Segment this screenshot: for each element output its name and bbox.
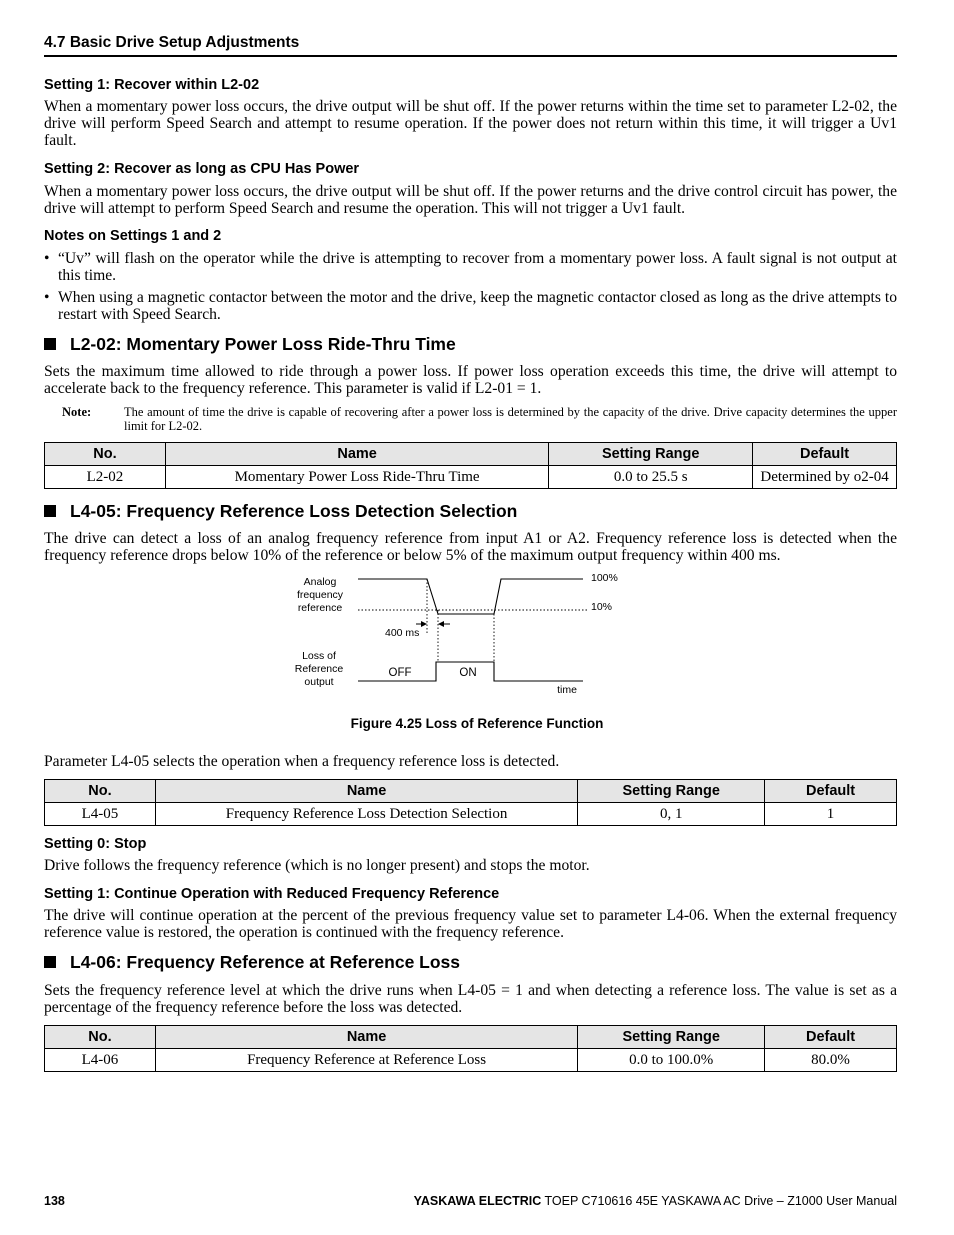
- l4-05-heading-text: L4-05: Frequency Reference Loss Detection Selection: [70, 501, 518, 521]
- section-square-icon: [44, 338, 56, 350]
- col-default-header: Default: [765, 1026, 897, 1049]
- cell-no: L4-06: [45, 1049, 156, 1072]
- l4-05-heading: [44, 501, 517, 522]
- setting2-heading: Setting 2: Recover as long as CPU Has Power: [44, 161, 360, 177]
- label-loss-3: output: [304, 676, 334, 688]
- page-number: 138: [44, 1194, 65, 1208]
- l2-02-table: [44, 442, 897, 489]
- label-analog-2: frequency: [296, 589, 344, 601]
- setting1-continue-heading: Setting 1: Continue Operation with Reduced Frequency Reference: [44, 886, 500, 902]
- l4-05-body: The drive can detect a loss of an analog frequency reference from input A1 or A2. Frequency reference loss is detected when the frequency reference drops below 10% of the reference or below 5% of the maximum output frequency within 400 ms.: [44, 530, 897, 564]
- label-analog-1: Analog: [303, 576, 337, 588]
- table-row: [45, 803, 897, 826]
- label-off: OFF: [388, 667, 412, 679]
- setting1-continue-body: The drive will continue operation at the percent of the previous frequency value set to parameter L4-06. When the external frequency reference value is restored, the operation is continued with the frequency reference.: [44, 907, 897, 941]
- cell-no: L2-02: [45, 466, 166, 489]
- setting1-heading: Setting 1: Recover within L2-02: [44, 77, 260, 93]
- cell-range: 0.0 to 25.5 s: [549, 466, 753, 489]
- col-range-header: Setting Range: [578, 1026, 765, 1049]
- cell-default: Determined by o2-04: [753, 466, 897, 489]
- label-loss-2: Reference: [294, 663, 344, 675]
- label-100pct: 100%: [591, 572, 618, 584]
- section-title: 4.7 Basic Drive Setup Adjustments: [44, 34, 300, 51]
- setting2-body: When a momentary power loss occurs, the drive output will be shut off. If the power returns and the drive control circuit has power, the drive will attempt to perform Speed Search and resume the operation. This will not trigger a Uv1 fault.: [44, 183, 897, 217]
- figure-caption: Figure 4.25 Loss of Reference Function: [350, 716, 604, 731]
- l4-06-heading-text: L4-06: Frequency Reference at Reference Loss: [70, 952, 461, 972]
- analog-signal-line: [358, 579, 583, 614]
- label-400ms: 400 ms: [385, 627, 420, 639]
- l4-05-table: [44, 779, 897, 826]
- col-no-header: No.: [45, 780, 156, 803]
- setting0-body: Drive follows the frequency reference (which is no longer present) and stops the motor.: [44, 857, 590, 874]
- note-label: Note:: [62, 405, 92, 419]
- bullet-text: “Uv” will flash on the operator while the drive is attempting to recover from a momentary power loss. A fault signal is not output at this time.: [58, 250, 897, 284]
- label-loss-1: Loss of: [302, 650, 336, 662]
- cell-default: 80.0%: [765, 1049, 897, 1072]
- table-row: [45, 466, 897, 489]
- l2-02-body: Sets the maximum time allowed to ride through a power loss. If power loss operation exceeds this time, the drive will attempt to accelerate back to the frequency reference. This parameter is valid if L2-01 = 1.: [44, 363, 897, 397]
- col-default-header: Default: [765, 780, 897, 803]
- table-row: [45, 1049, 897, 1072]
- notes-bullet-1: [44, 250, 897, 284]
- col-no-header: No.: [45, 1026, 156, 1049]
- setting1-body: When a momentary power loss occurs, the drive output will be shut off. If the power returns within the time set to parameter L2-02, the drive will perform Speed Search and attempt to resume operation. If the power does not return within this time, it will trigger a Uv1 fault.: [44, 98, 897, 149]
- footer-doc: [414, 1194, 897, 1208]
- loss-of-reference-figure: [270, 568, 650, 698]
- l4-05-intro: Parameter L4-05 selects the operation when a frequency reference loss is detected.: [44, 753, 560, 770]
- bullet-text: When using a magnetic contactor between the motor and the drive, keep the magnetic contactor closed as long as the drive attempts to restart with Speed Search.: [58, 289, 897, 323]
- col-name-header: Name: [165, 443, 549, 466]
- cell-range: 0.0 to 100.0%: [578, 1049, 765, 1072]
- label-on: ON: [459, 667, 477, 679]
- cell-no: L4-05: [45, 803, 156, 826]
- section-square-icon: [44, 505, 56, 517]
- cell-range: 0, 1: [578, 803, 765, 826]
- bullet-mark: •: [44, 289, 50, 306]
- cell-name: Frequency Reference Loss Detection Selection: [155, 803, 577, 826]
- footer-doc-text: TOEP C710616 45E YASKAWA AC Drive – Z1000 User Manual: [541, 1194, 897, 1208]
- arrowhead-right: [438, 621, 444, 627]
- bullet-mark: •: [44, 250, 50, 267]
- cell-name: Momentary Power Loss Ride-Thru Time: [165, 466, 549, 489]
- col-range-header: Setting Range: [549, 443, 753, 466]
- notes-heading: Notes on Settings 1 and 2: [44, 228, 222, 244]
- label-10pct: 10%: [591, 601, 613, 613]
- col-range-header: Setting Range: [578, 780, 765, 803]
- table-header-row: [45, 443, 897, 466]
- footer-brand: YASKAWA ELECTRIC: [413, 1194, 542, 1208]
- table-header-row: [45, 780, 897, 803]
- l4-06-heading: [44, 952, 460, 973]
- section-square-icon: [44, 956, 56, 968]
- setting0-heading: Setting 0: Stop: [44, 836, 147, 852]
- notes-bullet-2: [44, 289, 897, 323]
- col-default-header: Default: [753, 443, 897, 466]
- label-time: time: [557, 684, 577, 696]
- col-name-header: Name: [155, 1026, 577, 1049]
- arrowhead-left: [421, 621, 427, 627]
- l2-02-heading: [44, 334, 456, 355]
- cell-name: Frequency Reference at Reference Loss: [155, 1049, 577, 1072]
- l4-06-table: [44, 1025, 897, 1072]
- col-name-header: Name: [155, 780, 577, 803]
- label-analog-3: reference: [297, 602, 343, 614]
- header-rule: [44, 55, 897, 57]
- table-header-row: [45, 1026, 897, 1049]
- note-text: The amount of time the drive is capable of recovering after a power loss is determined by the capacity of the drive. Drive capacity determines the upper limit for L2-02.: [124, 405, 897, 433]
- l2-02-heading-text: L2-02: Momentary Power Loss Ride-Thru Time: [70, 334, 456, 354]
- col-no-header: No.: [45, 443, 166, 466]
- cell-default: 1: [765, 803, 897, 826]
- l4-06-body: Sets the frequency reference level at which the drive runs when L4-05 = 1 and when detecting a reference loss. The value is set as a percentage of the frequency reference before the loss was detected.: [44, 982, 897, 1016]
